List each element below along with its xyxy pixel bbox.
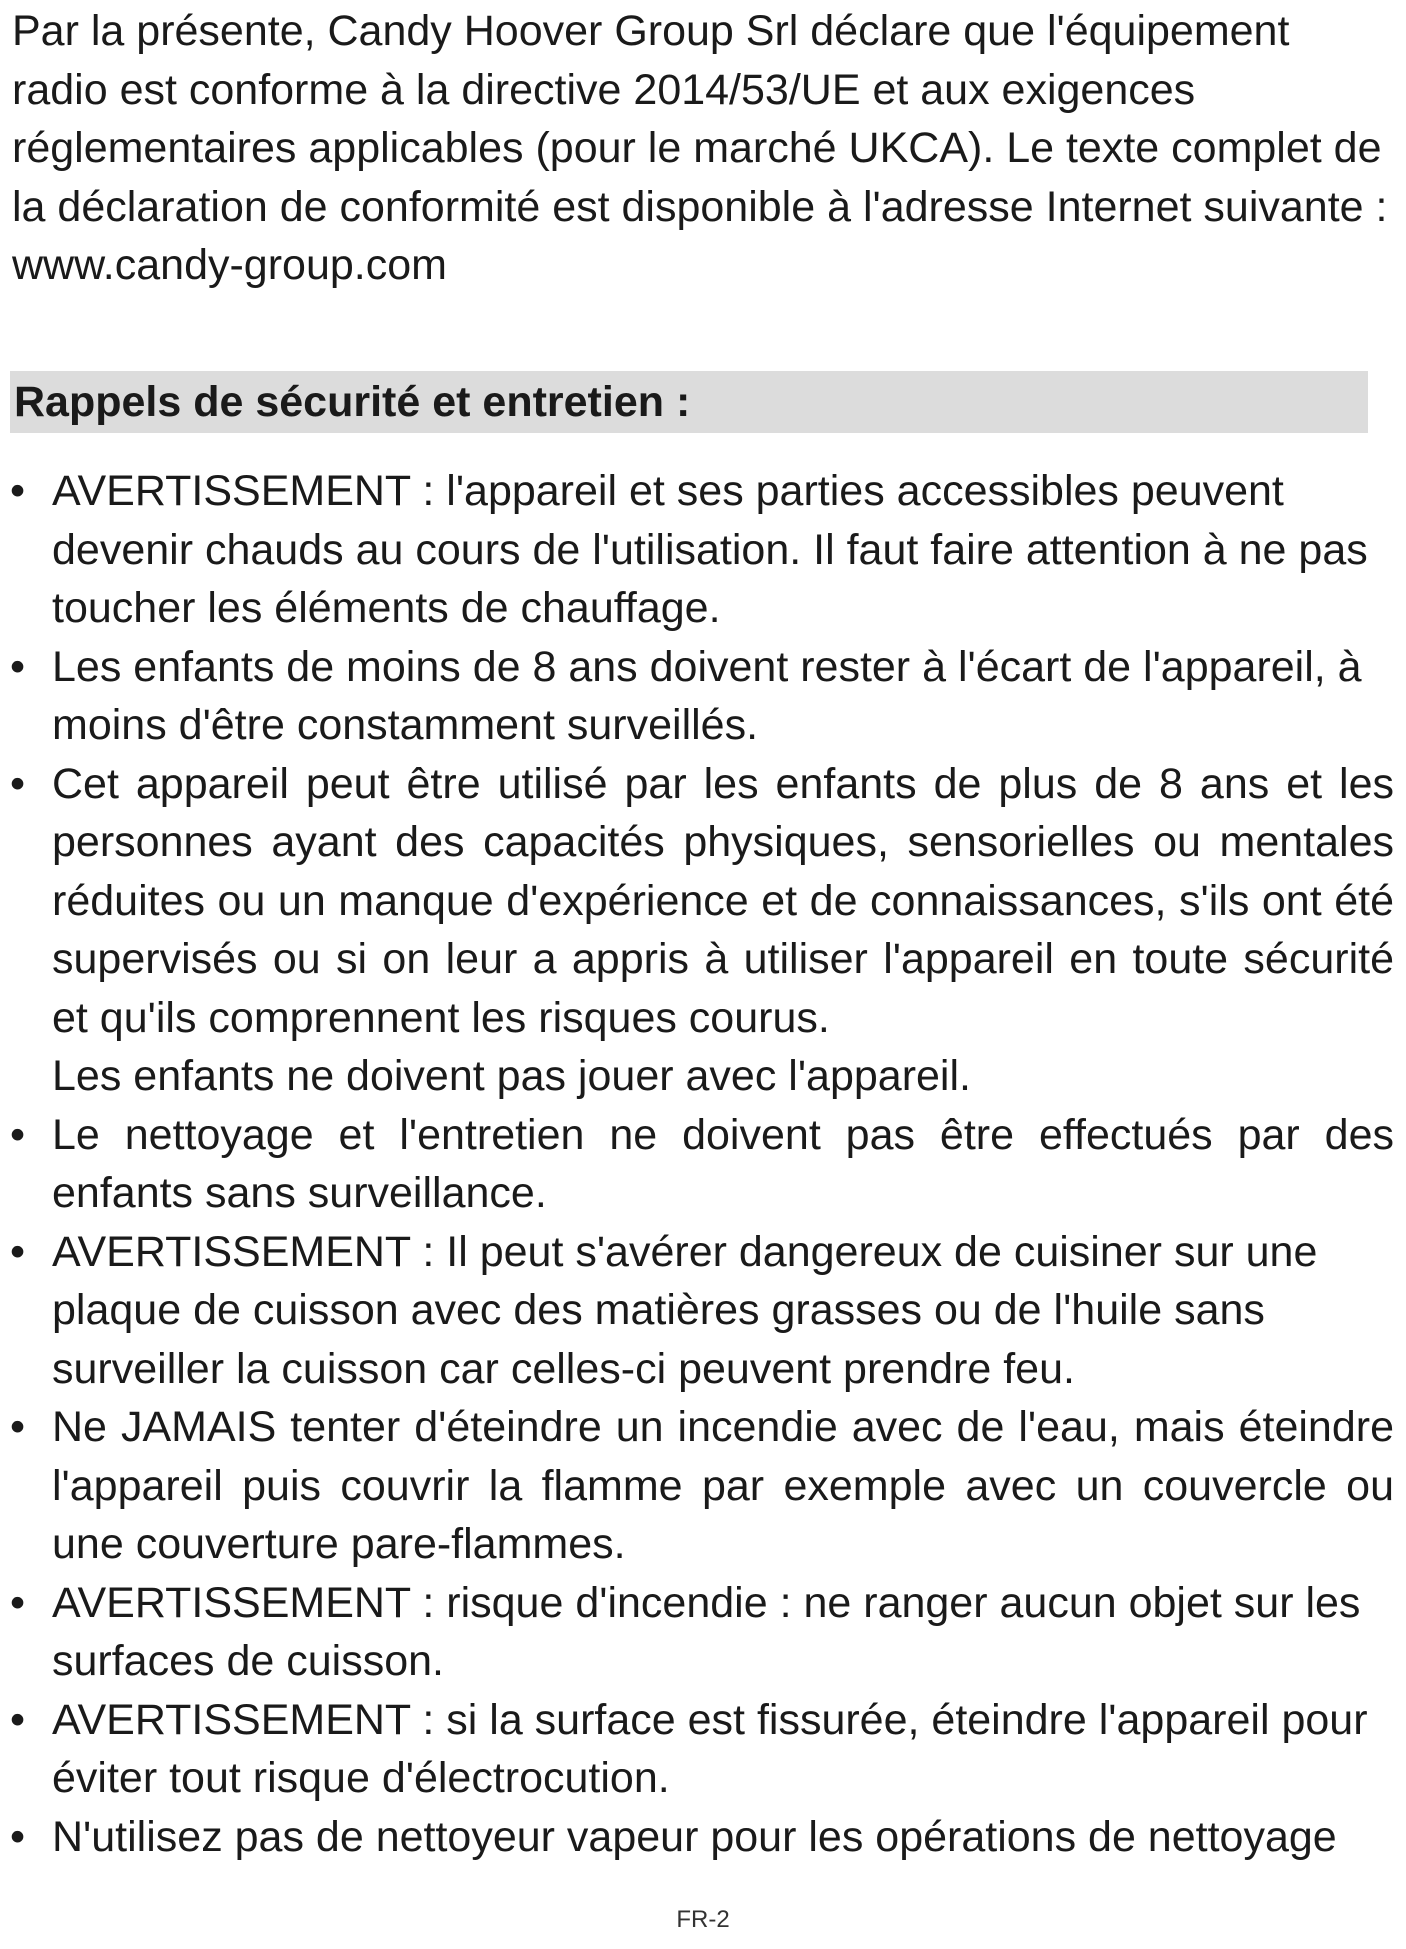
list-item xyxy=(10,1223,1394,1399)
bullet-icon: • xyxy=(10,1227,26,1276)
list-item-text: Les enfants de moins de 8 ans doivent rester à l'écart de l'appareil, à moins d'être constamment surveillés. xyxy=(52,642,1362,749)
bullet-icon: • xyxy=(10,1695,26,1744)
list-item xyxy=(10,1398,1394,1574)
page-number: FR-2 xyxy=(676,1906,730,1933)
bullet-icon: • xyxy=(10,1812,26,1861)
list-item xyxy=(10,1574,1394,1691)
safety-list xyxy=(10,462,1394,1866)
bullet-icon: • xyxy=(10,467,26,515)
list-item xyxy=(10,1106,1394,1223)
bullet-icon: • xyxy=(10,759,26,808)
list-item xyxy=(10,1808,1394,1867)
section-title: Rappels de sécurité et entretien : xyxy=(14,378,691,426)
bullet-icon: • xyxy=(10,1403,26,1451)
list-item xyxy=(10,755,1394,1106)
list-item-extra-text: Les enfants ne doivent pas jouer avec l'appareil. xyxy=(52,1052,971,1100)
list-item xyxy=(10,462,1394,638)
list-item xyxy=(10,1691,1394,1808)
bullet-icon: • xyxy=(10,642,26,691)
list-item-text: N'utilisez pas de nettoyeur vapeur pour les opérations de nettoyage xyxy=(52,1812,1337,1861)
list-item xyxy=(10,638,1394,755)
list-item-text: AVERTISSEMENT : risque d'incendie : ne ranger aucun objet sur les surfaces de cuisson. xyxy=(52,1578,1361,1685)
conformity-declaration: Par la présente, Candy Hoover Group Srl déclare que l'équipement radio est conforme à la directive 2014/53/UE et aux exigences réglementaires applicables (pour le marché UKCA). Le texte complet de la déclaration de conformité est disponible à l'adresse Internet suivante : www.candy-group.com xyxy=(12,7,1388,289)
bullet-icon: • xyxy=(10,1578,26,1627)
section-header-bar xyxy=(10,371,1368,433)
list-item-text: AVERTISSEMENT : l'appareil et ses parties accessibles peuvent devenir chauds au cours de l'utilisation. Il faut faire attention à ne pas toucher les éléments de chauffage. xyxy=(52,467,1368,632)
bullet-icon: • xyxy=(10,1110,26,1159)
list-item-text: Cet appareil peut être utilisé par les enfants de plus de 8 ans et les personnes ayant des capacités physiques, sensorielles ou mentales réduites ou un manque d'expérience et de connaissances, s'ils ont été supervisés ou si on leur a appris à utiliser l'appareil en toute sécurité et qu'ils comprennent les risques courus. xyxy=(52,759,1394,1042)
list-item-text: Ne JAMAIS tenter d'éteindre un incendie avec de l'eau, mais éteindre l'appareil puis couvrir la flamme par exemple avec un couvercle ou une couverture pare-flammes. xyxy=(52,1403,1394,1568)
list-item-text: Le nettoyage et l'entretien ne doivent pas être effectués par des enfants sans surveillance. xyxy=(52,1110,1394,1217)
list-item-text: AVERTISSEMENT : si la surface est fissurée, éteindre l'appareil pour éviter tout risque d'électrocution. xyxy=(52,1695,1368,1802)
list-item-text: AVERTISSEMENT : Il peut s'avérer dangereux de cuisiner sur une plaque de cuisson avec des matières grasses ou de l'huile sans surveiller la cuisson car celles-ci peuvent prendre feu. xyxy=(52,1227,1318,1393)
